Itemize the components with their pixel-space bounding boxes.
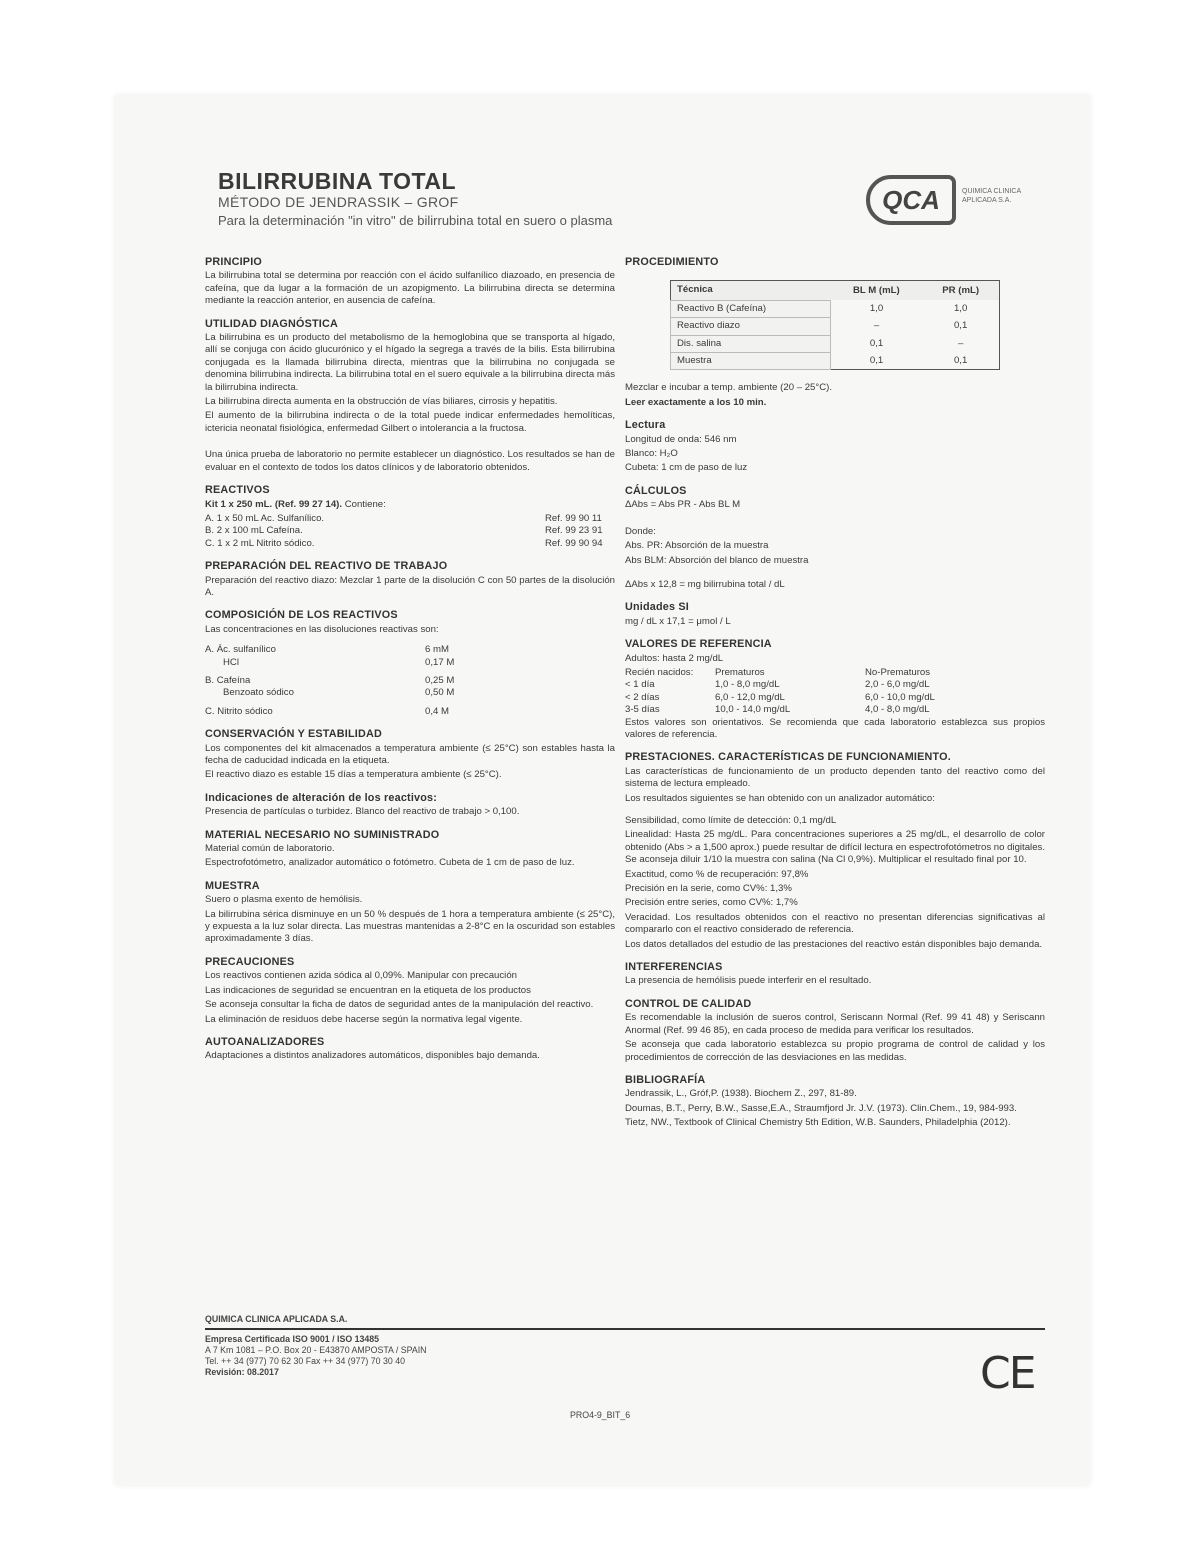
table-cell: 1,0 [953, 302, 968, 314]
prestaciones-p7: Precisión entre series, como CV%: 1,7% [625, 897, 798, 909]
ref-cell: < 1 día [625, 679, 655, 691]
footer-company: QUIMICA CLINICA APLICADA S.A. [205, 1314, 348, 1324]
reactivo-label: B. 2 x 100 mL Cafeína. [205, 525, 303, 537]
calculos-heading: CÁLCULOS [625, 484, 687, 497]
reactivo-ref: Ref. 99 23 91 [545, 525, 603, 537]
autoanalizadores-text: Adaptaciones a distintos analizadores automáticos, disponibles bajo demanda. [205, 1050, 540, 1062]
compo-a2: HCl [223, 656, 239, 668]
lectura-heading: Lectura [625, 419, 666, 432]
unidades-heading: Unidades SI [625, 601, 689, 614]
prestaciones-p3: Sensibilidad, como límite de detección: 0,1 mg/dL [625, 815, 837, 826]
ref-cell: 10,0 - 14,0 mg/dL [715, 704, 791, 716]
composicion-b [205, 675, 615, 700]
compo-c1v: 0,4 M [425, 705, 449, 717]
utilidad-p3: El aumento de la bilirrubina indirecta o de la total puede indicar enfermedades hemolíticas, ictericia neonatal fisiológica, enfermedad Gilbert o intolerancia a la fructosa. [205, 410, 615, 434]
ref-cell: 6,0 - 10,0 mg/dL [865, 691, 935, 703]
compo-b1v: 0,25 M [425, 674, 455, 686]
footer-address: A 7 Km 1081 – P.O. Box 20 - E43870 AMPOSTA / SPAIN [205, 1345, 427, 1355]
compo-c1: C. Nitrito sódico [205, 705, 273, 717]
table-cell: Reactivo diazo [671, 318, 831, 335]
bibliografia-b1: Jendrassik, L., Gróf,P. (1938). Biochem Z., 297, 81-89. [625, 1088, 857, 1100]
ref-cell: < 2 días [625, 691, 660, 703]
conservacion-p2: El reactivo diazo es estable 15 días a temperatura ambiente (≤ 25°C). [205, 769, 502, 781]
right-column [625, 246, 1045, 1132]
page-title: BILIRRUBINA TOTAL [218, 168, 457, 194]
document-code: PRO4-9_BIT_6 [570, 1410, 631, 1420]
compo-b2: Benzoato sódico [223, 687, 294, 699]
reactivo-ref: Ref. 99 90 11 [545, 512, 602, 524]
principio-heading: PRINCIPIO [205, 256, 262, 268]
procedimiento-read: Leer exactamente a los 10 min. [625, 396, 767, 408]
control-p1: Es recomendable la inclusión de sueros control, Seriscann Normal (Ref. 99 41 48) y Seriscann Anormal (Ref. 99 46 85), en cada proceso de medida para verificar los resultados. [625, 1012, 1045, 1036]
material-p2: Espectrofotómetro, analizador automático o fotómetro. Cubeta de 1 cm de paso de luz. [205, 857, 575, 869]
reactivos-kit-suffix: Contiene: [342, 498, 386, 510]
muestra-p2: La bilirrubina sérica disminuye en un 50 % después de 1 hora a temperatura ambiente (≤ 25°C), y expuesta a la luz solar directa. Las muestras mantenidas a 2-8°C en la oscuridad son estables aproximadamente 3 días. [205, 908, 615, 945]
table-header: Técnica [671, 281, 831, 300]
bibliografia-heading: BIBLIOGRAFÍA [625, 1073, 706, 1086]
utilidad-p4: Una única prueba de laboratorio no permite establecer un diagnóstico. Los resultados se han de evaluar en el contexto de todos los datos clínicos y de laboratorio obtenidos. [205, 449, 615, 473]
footer-divider [205, 1328, 1045, 1330]
footer-details [205, 1334, 427, 1378]
footer-cert: Empresa Certificada ISO 9001 / ISO 13485 [205, 1334, 380, 1344]
prestaciones-p8: Veracidad. Los resultados obtenidos con el reactivo no presentan diferencias significativas al compararlo con el reactivo considerado de referencia. [625, 911, 1045, 936]
reactivo-row [205, 525, 615, 537]
table-cell: 0,1 [869, 337, 884, 349]
bibliografia-b2: Doumas, B.T., Perry, B.W., Sasse,E.A., Straumfjord Jr. J.V. (1973). Clin.Chem., 19, 984-993. [625, 1102, 1017, 1114]
interferencias-text: La presencia de hemólisis puede interferir en el resultado. [625, 975, 872, 987]
reactivos-heading: REACTIVOS [205, 484, 270, 497]
table-header: PR (mL) [922, 281, 999, 300]
procedimiento-mix: Mezclar e incubar a temp. ambiente (20 – 25°C). [625, 382, 833, 394]
composicion-a [205, 644, 615, 669]
table-cell: Muestra [671, 353, 831, 370]
logo-company-name: QUIMICA CLINICA APLICADA S.A. [962, 188, 1021, 204]
principio-text: La bilirrubina total se determina por reacción con el ácido sulfanílico diazoado, en presencia de cafeína, que da lugar a la formación de un azopigmento. La bilirrubina directa se determina mediante la reacción anterior, en ausencia de cafeína. [205, 270, 615, 307]
utilidad-p1: La bilirrubina es un producto del metabolismo de la hemoglobina que se transporta al hígado, allí se conjuga con ácido glucurónico y el hígado la segrega a través de la bilis. Esta bilirrubina conjugada es la llamada bilirrubina directa, mientras que la bilirrubina no conjugada se denomina bilirrubina indirecta. La bilirrubina total en el suero equivale a la bilirrubina directa más la bilirrubina indirecta. [205, 332, 615, 393]
footer-company-block [205, 1314, 347, 1325]
reactivo-row [205, 513, 615, 525]
conservacion-heading: CONSERVACIÓN Y ESTABILIDAD [205, 728, 382, 741]
control-p2: Se aconseja que cada laboratorio establezca su propio programa de control de calidad y los procedimientos de corrección de las desviaciones en las medidas. [625, 1039, 1045, 1063]
prestaciones-p2: Los resultados siguientes se han obtenido con un analizador automático: [625, 792, 935, 804]
compo-a1: A. Ác. sulfanílico [205, 644, 276, 656]
scope-line: Para la determinación "in vitro" de bilirrubina total en suero o plasma [218, 213, 613, 228]
reactivo-label: C. 1 x 2 mL Nitrito sódico. [205, 537, 315, 549]
table-cell: 0,1 [953, 320, 968, 332]
prestaciones-p5: Exactitud, como % de recuperación: 97,8% [625, 868, 809, 880]
bibliografia-b3: Tietz, NW., Textbook of Clinical Chemistry 5th Edition, W.B. Saunders, Philadelphia (2012). [625, 1117, 1011, 1129]
calculos-d2: Abs BLM: Absorción del blanco de muestra [625, 554, 809, 566]
valores-heading: VALORES DE REFERENCIA [625, 638, 772, 651]
lectura-l1: Longitud de onda: 546 nm [625, 433, 737, 445]
calculos-d1: Abs. PR: Absorción de la muestra [625, 540, 769, 552]
prestaciones-p6: Precisión en la serie, como CV%: 1,3% [625, 883, 792, 895]
material-p1: Material común de laboratorio. [205, 843, 335, 855]
composicion-heading: COMPOSICIÓN DE LOS REACTIVOS [205, 609, 398, 622]
reference-values-grid [625, 667, 1045, 717]
lectura-l3: Cubeta: 1 cm de paso de luz [625, 462, 748, 474]
utilidad-p2: La bilirrubina directa aumenta en la obstrucción de vías biliares, cirrosis y hepatitis. [205, 396, 558, 408]
autoanalizadores-heading: AUTOANALIZADORES [205, 1035, 325, 1048]
prestaciones-heading: PRESTACIONES. CARACTERÍSTICAS DE FUNCIONAMIENTO. [625, 751, 951, 764]
ref-cell: 3-5 días [625, 704, 660, 716]
ref-cell: 1,0 - 8,0 mg/dL [715, 679, 780, 691]
precauciones-p3: Se aconseja consultar la ficha de datos de seguridad antes de la manipulación del reactivo. [205, 999, 594, 1011]
table-row [671, 353, 1000, 370]
qca-logo [866, 175, 1046, 227]
procedure-table [670, 280, 1000, 370]
table-cell: 0,1 [953, 354, 968, 366]
table-cell: – [873, 320, 880, 332]
precauciones-heading: PRECAUCIONES [205, 955, 295, 968]
preparacion-heading: PREPARACIÓN DEL REACTIVO DE TRABAJO [205, 560, 448, 573]
alteracion-heading: Indicaciones de alteración de los reactivos: [205, 791, 438, 804]
muestra-p1: Suero o plasma exento de hemólisis. [205, 894, 363, 906]
prestaciones-p9: Los datos detallados del estudio de las prestaciones del reactivo están disponibles bajo demanda. [625, 938, 1043, 950]
compo-a2v: 0,17 M [425, 656, 455, 668]
footer-revision: Revisión: 08.2017 [205, 1367, 279, 1377]
reactivos-kit-ref: Kit 1 x 250 mL. (Ref. 99 27 14). [205, 498, 343, 510]
ref-cell: 4,0 - 8,0 mg/dL [865, 704, 930, 716]
ref-cell: 2,0 - 6,0 mg/dL [865, 679, 930, 691]
conservacion-p1: Los componentes del kit almacenados a temperatura ambiente (≤ 25°C) son estables hasta la fecha de caducidad indicada en la etiqueta. [205, 742, 615, 766]
calculos-formula: ΔAbs = Abs PR - Abs BL M [625, 499, 741, 511]
left-column [205, 246, 615, 1065]
table-cell: 1,0 [869, 302, 884, 314]
alteracion-text: Presencia de partículas o turbidez. Blanco del reactivo de trabajo > 0,100. [205, 806, 520, 818]
table-row [671, 300, 1000, 317]
calculos-f2: ΔAbs x 12,8 = mg bilirrubina total / dL [625, 578, 785, 590]
table-cell: – [957, 337, 964, 349]
composicion-intro: Las concentraciones en las disoluciones reactivas son: [205, 623, 439, 635]
lectura-l2: Blanco: H₂O [625, 448, 678, 460]
ref-cell: No-Prematuros [865, 666, 931, 678]
ce-mark-icon: CE [980, 1348, 1035, 1399]
ref-cell: Prematuros [715, 666, 765, 678]
precauciones-p1: Los reactivos contienen azida sódica al 0,09%. Manipular con precaución [205, 970, 517, 982]
table-header: BL M (mL) [830, 281, 922, 300]
utilidad-heading: UTILIDAD DIAGNÓSTICA [205, 317, 338, 330]
ref-cell: 6,0 - 12,0 mg/dL [715, 691, 785, 703]
control-heading: CONTROL DE CALIDAD [625, 997, 752, 1010]
procedimiento-heading: PROCEDIMIENTO [625, 256, 719, 268]
precauciones-p4: La eliminación de residuos debe hacerse según la normativa legal vigente. [205, 1013, 523, 1025]
table-cell: Dis. salina [671, 335, 831, 352]
muestra-heading: MUESTRA [205, 879, 260, 892]
qca-logo-mark: QCA [866, 175, 956, 225]
table-cell: Reactivo B (Cafeína) [671, 300, 831, 317]
valores-adultos: Adultos: hasta 2 mg/dL [625, 652, 724, 664]
reactivo-row [205, 538, 615, 550]
footer-phone: Tel. ++ 34 (977) 70 62 30 Fax ++ 34 (977) 70 30 40 [205, 1356, 406, 1366]
table-row [671, 335, 1000, 352]
prestaciones-p4: Linealidad: Hasta 25 mg/dL. Para concentraciones superiores a 25 mg/dL, el desarrollo de color obtenido (Abs > a 1,500 aprox.) puede resultar de difícil lectura en espectrofotómetros no digitales. Se aconseja diluir 1/10 la muestra con salina (Na Cl 0,9%). Multiplicar el resultado final por 10. [625, 829, 1045, 866]
precauciones-p2: Las indicaciones de seguridad se encuentran en la etiqueta de los productos [205, 984, 531, 996]
material-heading: MATERIAL NECESARIO NO SUMINISTRADO [205, 828, 440, 841]
reactivos-kit [205, 499, 615, 511]
calculos-donde: Donde: [625, 525, 656, 537]
compo-b1: B. Cafeína [205, 674, 251, 686]
table-row [671, 318, 1000, 335]
method-subtitle: MÉTODO DE JENDRASSIK – GROF [218, 194, 459, 210]
table-cell: 0,1 [869, 354, 884, 366]
compo-a1v: 6 mM [425, 644, 449, 656]
prestaciones-p1: Las características de funcionamiento de un producto dependen tanto del reactivo como del sistema de lectura empleado. [625, 765, 1045, 790]
unidades-text: mg / dL x 17,1 = μmol / L [625, 615, 731, 627]
preparacion-text: Preparación del reactivo diazo: Mezclar 1 parte de la disolución C con 50 partes de la disolución A. [205, 574, 615, 598]
ref-cell: Recién nacidos: [625, 666, 694, 678]
interferencias-heading: INTERFERENCIAS [625, 961, 723, 974]
valores-note: Estos valores son orientativos. Se recomienda que cada laboratorio establezca sus propios valores de referencia. [625, 716, 1045, 740]
composicion-c [205, 706, 615, 718]
reactivo-label: A. 1 x 50 mL Ac. Sulfanílico. [205, 512, 325, 524]
compo-b2v: 0,50 M [425, 687, 455, 699]
reactivo-ref: Ref. 99 90 94 [545, 537, 603, 549]
table-header-row [671, 281, 1000, 300]
